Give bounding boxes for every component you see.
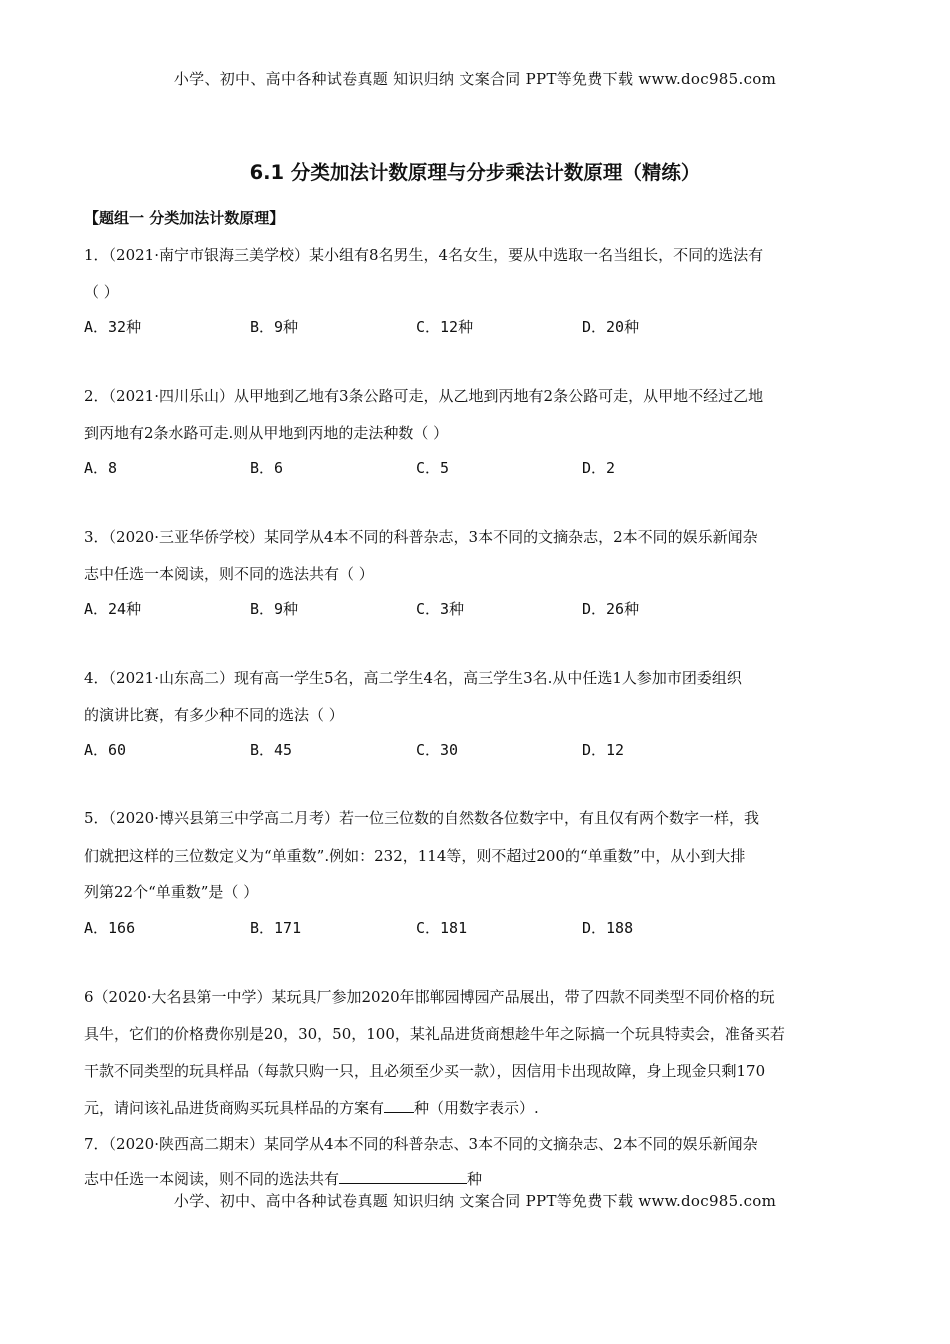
question-5-option-b: B．171 bbox=[250, 919, 302, 937]
question-2-option-c: C．5 bbox=[416, 459, 450, 477]
question-4-option-b: B．45 bbox=[250, 741, 293, 759]
question-4-option-a: A．60 bbox=[84, 741, 127, 759]
question-6-text: 元，请问该礼品进货商购买玩具样品的方案有 bbox=[84, 1099, 385, 1117]
question-2-option-d: D．2 bbox=[582, 459, 616, 477]
question-7-line-1: 7．（2020·陕西高二期末）某同学从4本不同的科普杂志、3本不同的文摘杂志、2本不同的娱乐新闻杂 bbox=[84, 1135, 758, 1153]
question-4-line-1: 4．（2021·山东高二）现有高一学生5名，高二学生4名，高三学生3名.从中任选1人参加市团委组织 bbox=[84, 669, 742, 687]
question-1-line-1: 1．（2021·南宁市银海三美学校）某小组有8名男生，4名女生，要从中选取一名当组长，不同的选法有 bbox=[84, 246, 764, 264]
question-4-option-c: C．30 bbox=[416, 741, 459, 759]
section-heading: 【题组一 分类加法计数原理】 bbox=[84, 209, 285, 227]
question-4-line-2: 的演讲比赛，有多少种不同的选法（ ） bbox=[84, 706, 344, 724]
question-5-line-1: 5．（2020·博兴县第三中学高二月考）若一位三位数的自然数各位数字中，有且仅有两个数字一样，我 bbox=[84, 809, 759, 827]
question-5-option-d: D．188 bbox=[582, 919, 634, 937]
question-2-line-1: 2．（2021·四川乐山）从甲地到乙地有3条公路可走，从乙地到丙地有2条公路可走，从甲地不经过乙地 bbox=[84, 387, 764, 405]
question-2-line-2: 到丙地有2条水路可走.则从甲地到丙地的走法种数（ ） bbox=[84, 424, 449, 442]
question-1-option-c: C．12种 bbox=[416, 318, 474, 336]
question-7-suffix: 种 bbox=[467, 1170, 483, 1188]
question-5-option-c: C．181 bbox=[416, 919, 468, 937]
page-title: 6.1 分类加法计数原理与分步乘法计数原理（精练） bbox=[249, 161, 701, 184]
question-1-line-2: （ ） bbox=[84, 283, 119, 301]
question-2-option-a: A．8 bbox=[84, 459, 118, 477]
question-6-line-1: 6（2020·大名县第一中学）某玩具厂参加2020年邯郸园博园产品展出，带了四款不同类型不同价格的玩 bbox=[84, 988, 775, 1006]
page-footer: 小学、初中、高中各种试卷真题 知识归纳 文案合同 PPT等免费下载 www.doc985.com bbox=[173, 1192, 777, 1210]
question-1-option-a: A．32种 bbox=[84, 318, 142, 336]
question-3-option-d: D．26种 bbox=[582, 600, 640, 618]
question-7-answer-blank[interactable] bbox=[339, 1169, 467, 1184]
question-3-option-a: A．24种 bbox=[84, 600, 142, 618]
question-5-line-2: 们就把这样的三位数定义为“单重数”.例如：232，114等，则不超过200的“单重数”中，从小到大排 bbox=[84, 847, 746, 865]
question-5-line-3: 列第22个“单重数”是（ ） bbox=[84, 883, 259, 901]
question-2-option-b: B．6 bbox=[250, 459, 284, 477]
question-1-option-b: B．9种 bbox=[250, 318, 299, 336]
question-5-option-a: A．166 bbox=[84, 919, 136, 937]
question-3-option-b: B．9种 bbox=[250, 600, 299, 618]
question-3-line-1: 3．（2020·三亚华侨学校）某同学从4本不同的科普杂志，3本不同的文摘杂志，2本不同的娱乐新闻杂 bbox=[84, 528, 758, 546]
question-7-line-2 bbox=[84, 1168, 866, 1189]
question-3-line-2: 志中任选一本阅读，则不同的选法共有（ ） bbox=[84, 565, 374, 583]
question-7-text: 志中任选一本阅读，则不同的选法共有 bbox=[84, 1170, 340, 1188]
question-3-option-c: C．3种 bbox=[416, 600, 465, 618]
question-6-line-4 bbox=[84, 1097, 866, 1118]
question-6-line-2: 具牛，它们的价格费你别是20，30，50，100，某礼品进货商想趁牛年之际搞一个玩具特卖会，准备买若 bbox=[84, 1025, 785, 1043]
question-6-line-3: 干款不同类型的玩具样品（每款只购一只，且必须至少买一款），因信用卡出现故障，身上现金只剩170 bbox=[84, 1062, 766, 1080]
page-header: 小学、初中、高中各种试卷真题 知识归纳 文案合同 PPT等免费下载 www.doc985.com bbox=[173, 70, 777, 88]
question-4-option-d: D．12 bbox=[582, 741, 625, 759]
question-6-suffix: 种（用数字表示）. bbox=[414, 1099, 539, 1117]
question-6-answer-blank[interactable] bbox=[384, 1098, 414, 1113]
question-1-option-d: D．20种 bbox=[582, 318, 640, 336]
